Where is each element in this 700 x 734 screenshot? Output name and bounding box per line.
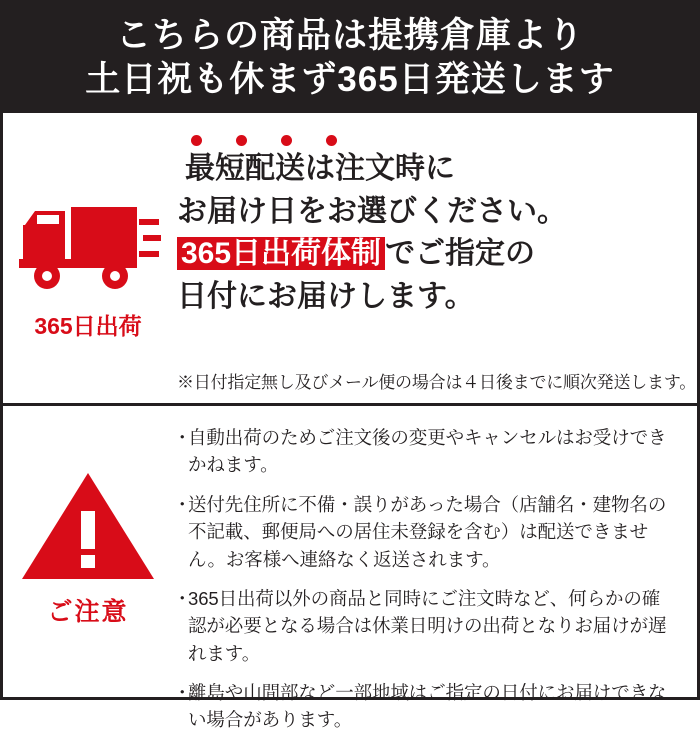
header-line-1: こちらの商品は提携倉庫より	[115, 16, 584, 56]
caution-item-text: 送付先住所に不備・誤りがあった場合（店舗名・建物名の不記載、郵便局への居住未登録を含む）は配送できません。お客様へ連絡なく返送されます。	[188, 493, 667, 570]
caution-item-text: 自動出荷のためご注文後の変更やキャンセルはお受けできかねます。	[188, 427, 667, 476]
emphasis-dots	[191, 135, 696, 146]
bullet-icon: ・	[173, 587, 192, 609]
banner-header	[3, 3, 697, 113]
list-item	[173, 424, 677, 479]
delivery-icon-column	[3, 113, 173, 403]
caution-section	[3, 406, 697, 734]
delivery-line-4: 日付にお届けします。	[177, 279, 475, 313]
delivery-line-1: 最短配送は注文時に	[185, 152, 455, 185]
caution-icon-column	[3, 418, 173, 734]
list-item	[173, 585, 677, 667]
warning-triangle-icon	[13, 466, 163, 586]
caution-label: ご注意	[47, 598, 129, 626]
emphasis-dot	[236, 135, 247, 146]
header-line-2: 土日祝も休まず365日発送します	[85, 60, 615, 99]
caution-list	[173, 418, 697, 734]
delivery-section	[3, 113, 697, 406]
delivery-note: ※日付指定無し及びメール便の場合は４日後までに順次発送します。	[177, 373, 697, 392]
delivery-highlight-badge: 365日出荷体制	[177, 237, 385, 270]
emphasis-dot	[326, 135, 337, 146]
delivery-truck-label: 365日出荷	[34, 312, 142, 339]
delivery-highlight-rest: でご指定の	[385, 237, 536, 271]
caution-item-text: 365日出荷以外の商品と同時にご注文時など、何らかの確認が必要となる場合は休業日明けの出荷となりお届けが遅れます。	[188, 587, 667, 664]
caution-item-text: 離島や山間部など一部地域はご指定の日付にお届けできない場合があります。	[188, 682, 667, 731]
bullet-icon: ・	[173, 682, 192, 703]
delivery-truck-icon	[13, 190, 163, 300]
delivery-line-2: お届け日をお選びください。	[177, 194, 567, 228]
emphasis-dot	[281, 135, 292, 146]
delivery-text-column	[173, 113, 700, 403]
list-item	[173, 679, 677, 734]
bullet-icon: ・	[173, 427, 192, 448]
delivery-highlight-line	[177, 233, 696, 276]
bullet-icon: ・	[173, 493, 192, 515]
list-item	[173, 491, 677, 573]
emphasis-dot	[191, 135, 202, 146]
